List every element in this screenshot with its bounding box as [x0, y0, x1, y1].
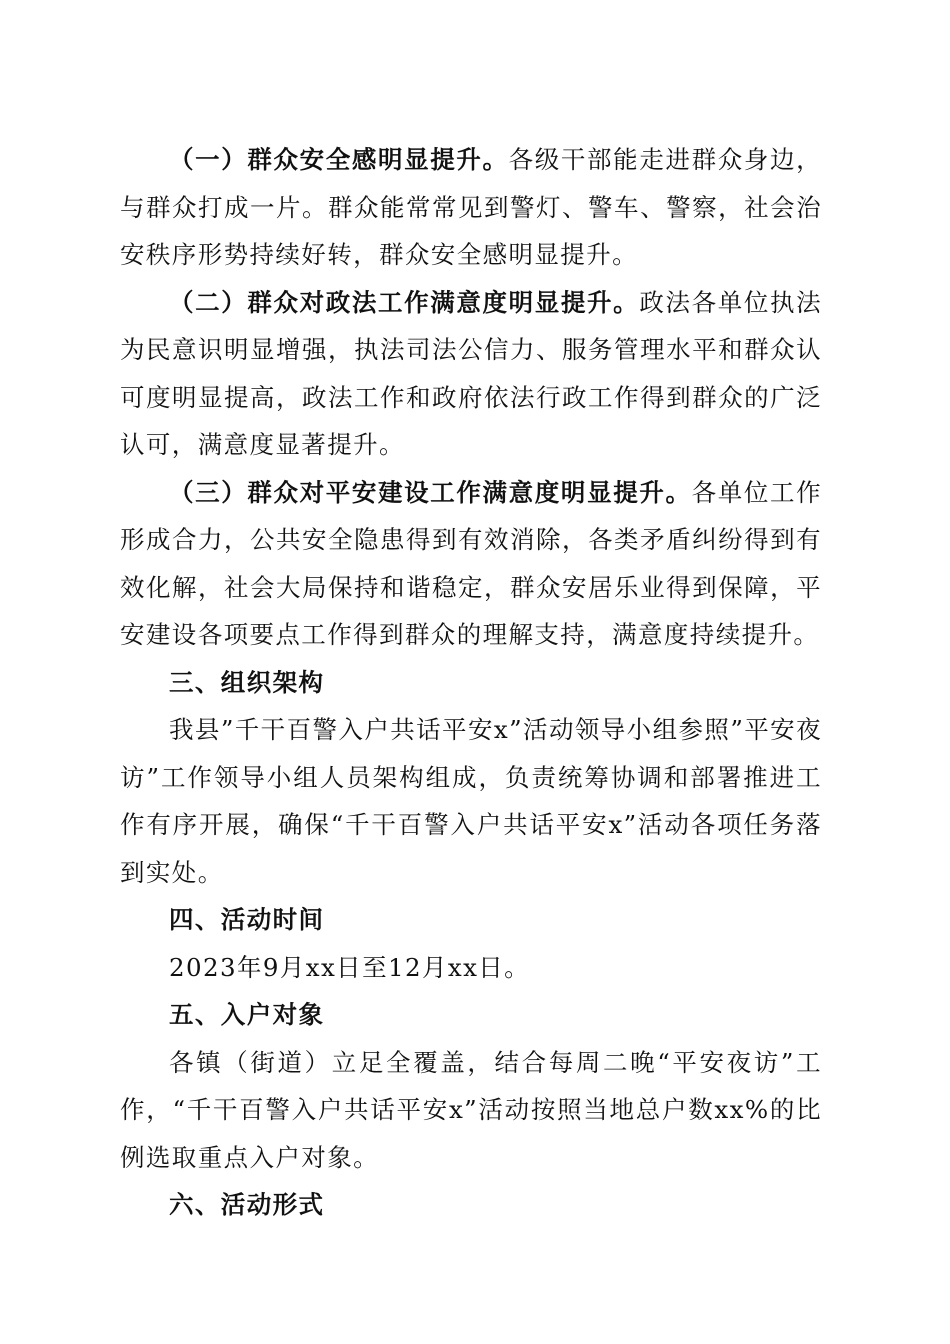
- paragraph-activity-time: 2023年9月xx日至12月xx日。: [169, 952, 531, 982]
- paragraph-organization: 我县”千干百警入户共话平安x”活动领导小组参照”平安夜访”工作领导小组人员架构组成，负责统筹协调和部署推进工作有序开展，确保“千干百警入户共话平安x”活动各项任务落到实处。: [120, 715, 822, 887]
- paragraph-lead: （二）群众对政法工作满意度明显提升。: [169, 287, 640, 317]
- paragraph-text: 各单位工作形成合力，公共安全隐患得到有效消除，各类矛盾纠纷得到有效化解，社会大局保持和谐稳定，群众安居乐业得到保障，平安建设各项要点工作得到群众的理解支持，满意度持续提升。: [120, 477, 823, 649]
- heading-activity-time: 四、活动时间: [169, 905, 325, 934]
- paragraph-goal-1: [120, 136, 822, 279]
- paragraph-text: 政法各单位执法为民意识明显增强，执法司法公信力、服务管理水平和群众认可度明显提高，政法工作和政府依法行政工作得到群众的广泛认可，满意度显著提升。: [120, 287, 822, 459]
- paragraph-visit-targets: 各镇（街道）立足全覆盖，结合每周二晚“平安夜访”工作，“千干百警入户共话平安x”活动按照当地总户数xx%的比例选取重点入户对象。: [120, 1047, 822, 1172]
- heading-organization: 三、组织架构: [169, 667, 325, 697]
- heading-visit-targets: 五、入户对象: [169, 1000, 325, 1029]
- paragraph-goal-3: [120, 469, 822, 659]
- paragraph-lead: （一）群众安全感明显提升。: [169, 145, 509, 174]
- paragraph-goal-2: [120, 279, 822, 469]
- document-body: [120, 136, 822, 1229]
- heading-activity-form: 六、活动形式: [169, 1190, 325, 1219]
- paragraph-text: 各级干部能走进群众身边，与群众打成一片。群众能常常见到警灯、警车、警察，社会治安秩序形势持续好转，群众安全感明显提升。: [120, 145, 822, 269]
- paragraph-lead: （三）群众对平安建设工作满意度明显提升。: [169, 477, 692, 507]
